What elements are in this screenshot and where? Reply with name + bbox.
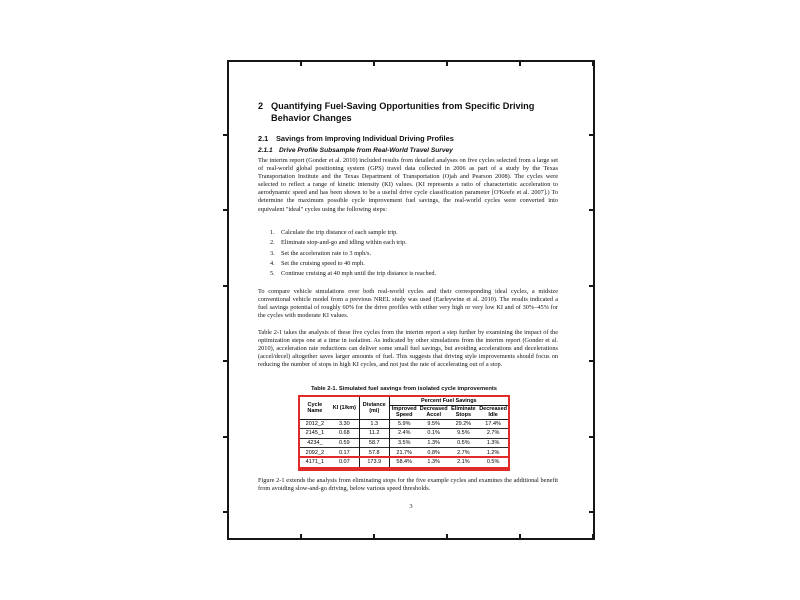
table-cell: 0.1%: [419, 429, 449, 439]
section-title: Quantifying Fuel-Saving Opportunities from Specific Driving Behavior Changes: [271, 101, 535, 123]
ruler-tick: [589, 134, 594, 136]
table-cell: 1.2%: [478, 448, 508, 458]
subsubsection-heading: [258, 147, 453, 154]
table-cell: 4171_1: [300, 457, 330, 467]
ruler-tick: [589, 436, 594, 438]
ruler-tick: [223, 436, 228, 438]
subsubsection-number: 2.1.1: [258, 147, 273, 154]
ruler-tick: [223, 511, 228, 513]
list-item-text: Set the acceleration rate to 3 mph/s.: [281, 249, 372, 257]
ruler-tick: [223, 285, 228, 287]
table-cell: 57.8: [359, 448, 389, 458]
page-frame: [227, 60, 595, 540]
list-item: [270, 271, 550, 277]
table-row: [300, 457, 508, 467]
subsection-heading: [258, 134, 454, 143]
list-item-text: Continue cruising at 40 mph until the trip distance is reached.: [281, 270, 437, 278]
list-item-number: 5.: [270, 270, 275, 278]
list-item: [270, 261, 550, 267]
ruler-tick: [446, 534, 448, 539]
ruler-tick: [223, 209, 228, 211]
ruler-tick: [589, 285, 594, 287]
ruler-tick: [519, 534, 521, 539]
ideal-cycle-steps-list: [270, 230, 550, 281]
list-item-number: 2.: [270, 239, 275, 247]
span-header-percent-fuel-savings: Percent Fuel Savings: [389, 397, 508, 405]
col-header-eliminate-stops: Eliminate Stops: [449, 405, 479, 419]
table-cell: 0.59: [330, 438, 360, 448]
table-cell: 9.5%: [449, 429, 479, 439]
table-cell: 2.7%: [449, 448, 479, 458]
table-cell: 2.1%: [449, 457, 479, 467]
table-cell: 1.3%: [419, 438, 449, 448]
ruler-tick: [592, 61, 594, 66]
list-item-number: 1.: [270, 229, 275, 236]
page-number: 3: [409, 503, 413, 510]
table-cell: 0.8%: [419, 448, 449, 458]
col-header-distance: Distance (mi): [359, 397, 389, 419]
table-cell: 1.3%: [419, 457, 449, 467]
section-heading: [258, 101, 568, 124]
list-item: [270, 251, 550, 257]
subsubsection-title: Drive Profile Subsample from Real-World Travel Survey: [279, 147, 453, 154]
table-cell: 21.7%: [389, 448, 419, 458]
ruler-tick: [223, 360, 228, 362]
table-cell: 2.7%: [478, 429, 508, 439]
table-cell: 0.68: [330, 429, 360, 439]
table-cell: 0.17: [330, 448, 360, 458]
table-cell: 5.9%: [397, 420, 411, 427]
table-cell: 2145_1: [300, 429, 330, 439]
ruler-tick: [223, 134, 228, 136]
fuel-savings-table: [298, 395, 510, 469]
table-row: [300, 438, 508, 448]
table-cell: 3.5%: [389, 438, 419, 448]
table-cell: 4234_: [300, 438, 330, 448]
table-cell: 173.9: [359, 457, 389, 467]
table-cell: 2.4%: [389, 429, 419, 439]
table-cell: 17.4%: [485, 420, 501, 427]
section-number: 2: [258, 101, 264, 111]
ruler-tick: [592, 534, 594, 539]
table-cell: 11.2: [359, 429, 389, 439]
table-row: [300, 448, 508, 458]
paragraph-figure-reference: Figure 2-1 extends the analysis from eliminating stops for the five example cycles and examines the additional benefit from avoiding slow-and-go driving, below various speed thresholds.: [258, 477, 558, 493]
fuel-savings-table-body: [300, 419, 508, 467]
table-cell: 1.3: [359, 419, 389, 429]
list-item-text: Set the cruising speed to 40 mph.: [281, 259, 365, 267]
paragraph-intro: The interim report (Gonder et al. 2010) included results from detailed analyses on five cycles selected from a large set of real-world global positioning system (GPS) travel data collected in 2006 as part of a study by the Texas Transportation Institute and the Texas Department of Transportation (Ojah and Pearson 2008). The cycles were selected to reflect a range of kinetic intensity (KI) values. (KI represents a ratio of characteristic acceleration to aerodynamic speed and has been shown to be a useful drive cycle classification parameter [O'Keefe et al. 2007].) To determine the maximum possible cycle improvement fuel savings, the real-world cycles were converted into equivalent "ideal" cycles using the following steps:: [258, 157, 558, 213]
table-cell: 0.07: [330, 457, 360, 467]
table-row: [300, 419, 508, 429]
table-cell: 58.7: [359, 438, 389, 448]
ruler-tick: [589, 511, 594, 513]
list-item-text: Eliminate stop-and-go and idling within each trip.: [281, 239, 407, 247]
ruler-tick: [300, 534, 302, 539]
table-caption: Table 2-1. Simulated fuel savings from isolated cycle improvements: [310, 386, 498, 392]
ruler-tick: [589, 360, 594, 362]
table-cell: 0.5%: [478, 457, 508, 467]
table-cell: 3.30: [330, 419, 360, 429]
list-item-text: Calculate the trip distance of each sample trip.: [281, 229, 398, 236]
table-cell: 2092_2: [300, 448, 330, 458]
list-item-number: 3.: [270, 249, 275, 257]
table-cell: 2012_2: [305, 420, 325, 427]
table-row: [300, 429, 508, 439]
ruler-tick: [373, 534, 375, 539]
table-cell: 9.5%: [427, 420, 440, 427]
subsection-number: 2.1: [258, 134, 269, 143]
list-item: [270, 240, 550, 246]
paragraph-table-discussion: Table 2-1 takes the analysis of these five cycles from the interim report a step further by examining the impact of the optimization steps one at a time in isolation. As indicated by other simulations from the interim report (Gonder et al. 2010), acceleration rate reductions can deliver some small fuel savings, but avoiding accelerations and decelerations (accel/decel) altogether saves larger amounts of fuel. This suggests that driving style improvements should focus on reducing the number of stops in high KI cycles, and not just the rate of accelerating out of a stop.: [258, 329, 558, 369]
col-header-decreased-accel: Decreased Accel: [419, 405, 448, 418]
col-header-cycle-name: Cycle Name: [300, 397, 330, 419]
list-item: [270, 230, 550, 236]
col-header-ki: KI (1/km): [330, 397, 360, 419]
ruler-tick: [300, 61, 302, 66]
ruler-tick: [446, 61, 448, 66]
paragraph-simulation-results: To compare vehicle simulations over both real-world cycles and their corresponding ideal cycles, a midsize conventional vehicle model from a previous NREL study was used (Earleywine et al. 2010). The results indicated a fuel savings potential of roughly 60% for the drive profiles with either very high or very low KI and of 30%–45% for the cycles with moderate KI values.: [258, 288, 558, 320]
ruler-tick: [373, 61, 375, 66]
list-item-number: 4.: [270, 259, 275, 267]
col-header-improved-speed: Improved Speed: [389, 405, 419, 419]
table-cell: 58.4%: [389, 457, 419, 467]
ruler-tick: [519, 61, 521, 66]
table-cell: 0.5%: [449, 438, 479, 448]
table-cell: 29.2%: [455, 420, 472, 427]
subsection-title: Savings from Improving Individual Driving Profiles: [276, 134, 454, 143]
table-cell: 1.3%: [478, 438, 508, 448]
col-header-decreased-idle: Decreased Idle: [479, 405, 508, 418]
ruler-tick: [589, 209, 594, 211]
